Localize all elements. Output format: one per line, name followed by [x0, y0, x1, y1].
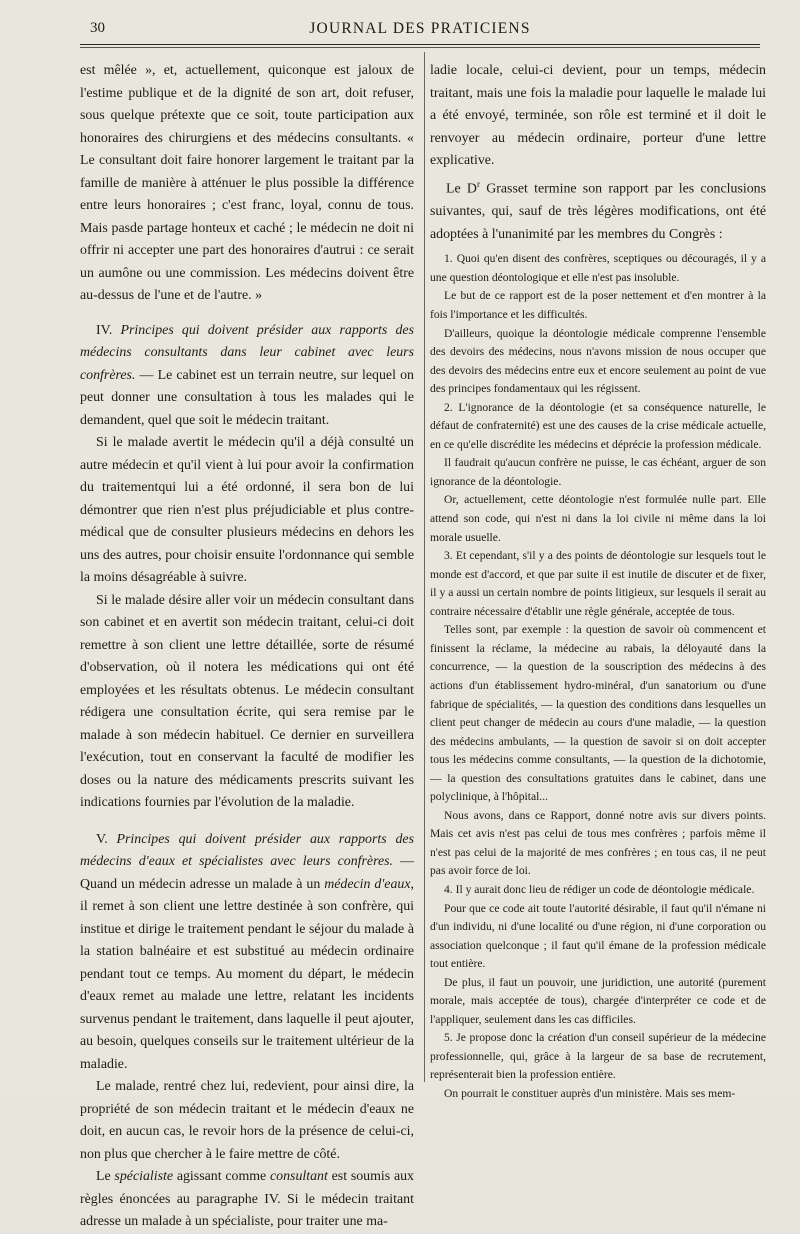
conclusion-paragraph: Il faudrait qu'aucun confrère ne puisse, le cas échéant, arguer de son ignorance de la déontologie. [430, 456, 766, 488]
column-divider [424, 52, 425, 1082]
paragraph: Si le malade avertit le médecin qu'il a déjà consulté un autre médecin et qu'il vient à lui pour avoir la confirmation du traitementqui lui a été ordonné, il sera bon de lui démontrer que rien n'est plus préjudiciable et plus contre-médical que de consulter plusieurs médecins en dehors les uns des autres, pour choisir ensuite l'ordonnance qui semble la moins désagréable à suivre. [80, 435, 414, 585]
section-title: Principes qui doivent présider aux rapports des médecins consultants dans leur cabinet avec leurs confrères. [80, 322, 414, 383]
conclusion-paragraph: 4. Il y aurait donc lieu de rédiger un code de déontologie médicale. [444, 882, 755, 896]
conclusion-paragraph: De plus, il faut un pouvoir, une juridiction, une autorité (purement morale, mais acceptée de tous), chargée d'interpréter ce code et de l'appliquer, seulement dans les cas difficiles. [430, 975, 766, 1026]
conclusion-paragraph: Nous avons, dans ce Rapport, donné notre avis sur divers points. Mais cet avis n'est pas celui de tous mes confrères ; parfois même il n'est pas celui de la majorité de mes confrères ; en tous cas, il ne peut pas avoir force de loi. [430, 808, 766, 878]
conclusion-paragraph: Le but de ce rapport est de la poser nettement et d'en montrer à la fois l'importance et les difficultés. [430, 289, 766, 322]
text-run: est soumis aux règles énoncées au paragraphe IV. Si le médecin traitant adresse un malade à un spécialiste, pour traiter une ma- [80, 1169, 415, 1229]
section-title: Principes qui doivent présider aux rapports des médecins d'eaux et spécialistes avec leurs confrères. [80, 831, 414, 869]
emphasis: spécialiste [114, 1169, 174, 1184]
text-run: Grasset termine son rapport par les conclusions suivantes, qui, sauf de très légères modifications, ont été adoptées à l'unanimité par les membres du Congrès : [430, 181, 767, 242]
page-number: 30 [90, 20, 105, 36]
text-run: Le D [446, 181, 477, 197]
conclusion-paragraph: 1. Quoi qu'en disent des confrères, sceptiques ou découragés, il y a une question déontologique et elle n'est pas insoluble. [430, 252, 766, 284]
conclusion-paragraph: D'ailleurs, quoique la déontologie médicale comprenne l'ensemble des devoirs des médecins, nous n'avons mission de nous occuper que des devoirs des médecins entre eux et encore seulement au point de vue des principes fondamentaux qui les régissent. [430, 326, 766, 396]
running-head [80, 16, 760, 40]
conclusion-paragraph: 2. L'ignorance de la déontologie (et sa conséquence naturelle, le défaut de confraternité) est une des causes de la crise médicale actuelle, en ce qu'elle discrédite les médecins et déprécie la profession médicale. [430, 400, 766, 451]
conclusion-paragraph: 3. Et cependant, s'il y a des points de déontologie sur lesquels tout le monde est d'accord, et que par suite il est inutile de discuter et de fixer, il y a aussi un certain nombre de points litigieux, sur lesquels il serait au contraire nécessaire d'établir une règle générale, acceptée de tous. [430, 549, 766, 618]
conclusion-paragraph: 5. Je propose donc la création d'un conseil supérieur de la médecine professionnelle, qui, grâce à la largeur de sa base de recrutement, représenterait bien la profession entière. [430, 1031, 766, 1082]
right-column [430, 60, 766, 1104]
section-number: V. [96, 831, 108, 847]
section-number: IV. [96, 322, 113, 338]
text-run: Le [96, 1169, 115, 1184]
text-run: agissant comme [173, 1169, 270, 1184]
emphasis: consultant [269, 1169, 328, 1184]
left-column [80, 60, 414, 1234]
conclusion-paragraph: Pour que ce code ait toute l'autorité désirable, il faut qu'il n'émane ni d'un individu, ni d'une localité ou d'une région, ni d'une corporation ou association quelconque ; il faut qu'il émane de la profession médicale tout entière. [430, 901, 766, 971]
conclusion-paragraph: Or, actuellement, cette déontologie n'est formulée nulle part. Elle attend son code, qui n'est ni dans la loi civile ni même dans la loi morale usuelle. [430, 493, 766, 544]
paragraph [430, 173, 766, 246]
conclusion-paragraph: On pourrait le constituer auprès d'un ministère. Mais ses mem- [444, 1086, 736, 1100]
paragraph: Si le malade désire aller voir un médecin consultant dans son cabinet et en avertit son médecin traitant, celui-ci doit remettre à son client une lettre détaillée, sorte de résumé d'observation, où il notera les médications qui ont été employées et les résultats obtenus. Le médecin consultant rédigera une consultation écrite, qui sera remise par le malade à son médecin habituel. Ce dernier en surveillera l'exécution, tout en conservant la faculté de modifier les doses ou la nature des médicaments prescrits suivant les indications fournies par l'évolution de la maladie. [80, 592, 414, 810]
paragraph: Le malade, rentré chez lui, redevient, pour ainsi dire, la propriété de son médecin traitant et le médecin d'eaux ne doit, en aucun cas, le revoir hors de la présence de celui-ci, non plus que chercher à le faire mettre de côté. [80, 1079, 414, 1162]
section-text: , il remet à son client une lettre destinée à son confrère, qui institue et dirige le traitement pendant le séjour du malade à la station balnéaire et est substitué au médecin ordinaire pendant tout ce temps. Au moment du départ, le médecin d'eaux remet au malade une lettre, relatant les incidents survenus pendant le traitement, dans laquelle il peut ajouter, au besoin, quelques conseils sur le traitement ultérieur de la maladie. [80, 876, 414, 1072]
section-iv [80, 320, 414, 433]
paragraph: est mêlée », et, actuellement, quiconque est jaloux de l'estime publique et de la dignité de son art, doit refuser, sous quelque prétexte que ce soit, toute participation aux honoraires des chirurgiens et des médecins consultants. « Le consultant doit faire honorer largement le traitant par la famille de manière à atténuer le plus possible la différence entre leurs honoraires ; c'est franc, loyal, connu de tous. Mais pasde partage honteux et caché ; le médecin ne doit ni offrir ni accepter une part des honoraires d'autrui : ce serait un aumône ou une commission. Les médecins doivent être au-dessus de l'une et de l'autre. » [80, 63, 414, 303]
emphasis: médecin d'eaux [324, 876, 411, 892]
journal-title: JOURNAL DES PRATICIENS [309, 20, 531, 37]
section-text: — Le cabinet est un terrain neutre, sur lequel on peut donner une consultation à tous les malades qui le demandent, quel que soit le médecin traitant. [80, 367, 414, 428]
section-v [80, 829, 414, 1077]
conclusion-paragraph: Telles sont, par exemple : la question de savoir où commencent et finissent la réclame, la médecine au rabais, la déloyauté dans la concurrence, — la question de la souscription des médecins à des actions d'un établissement hydro-minéral, d'un sanatorium ou d'une fabrique de spécialités, — la question des conditions dans lesquelles un client peut changer de médecin au cours d'une maladie, — la question des médecins ambulants, — la question de savoir si on doit accepter tous les médecins comme consultants, — la question de la dichotomie, — la question des consultations gratuites dans le cabinet, dans une polyclinique, à l'hôpital... [430, 623, 766, 804]
paragraph [80, 1166, 414, 1234]
superscript: r [476, 178, 480, 189]
header-rule [80, 44, 760, 45]
header-rule-thin [80, 47, 760, 48]
paragraph: ladie locale, celui-ci devient, pour un temps, médecin traitant, mais une fois la maladie pour laquelle le malade lui a été envoyé, terminée, son rôle est terminé et il doit le renvoyer au médecin ordinaire, porteur d'une lettre explicative. [430, 63, 766, 169]
section-text: — Quand un médecin adresse un malade à un [80, 854, 414, 892]
